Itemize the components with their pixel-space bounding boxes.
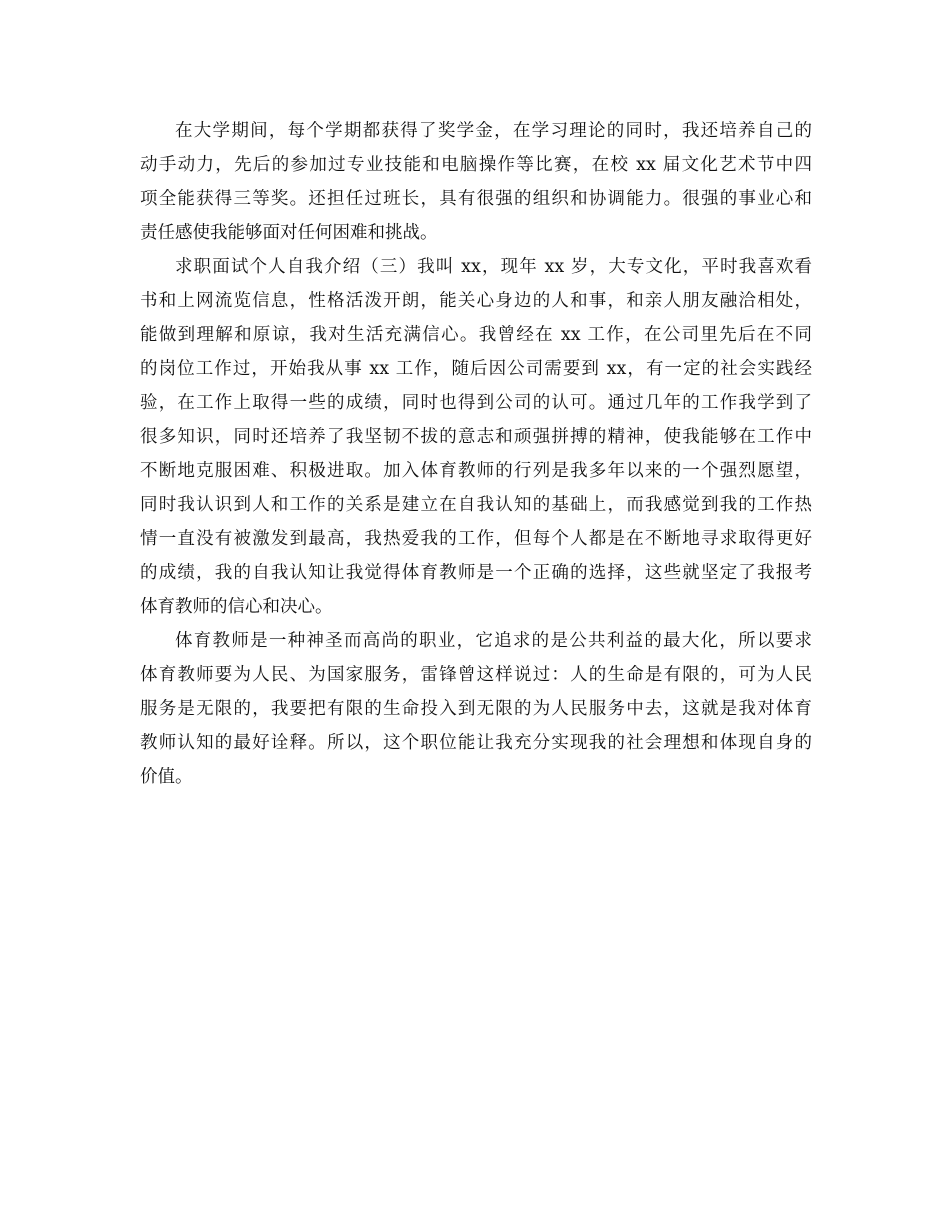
text-line: 验，在工作上取得一些的成绩，同时也得到公司的认可。通过几年的工作我学到了 — [140, 393, 812, 413]
text-line: 服务是无限的，我要把有限的生命投入到无限的为人民服务中去，这就是我对体育 — [140, 699, 812, 719]
paragraph-2 — [140, 250, 812, 624]
text-line: 项全能获得三等奖。还担任过班长，具有很强的组织和协调能力。很强的事业心和 — [140, 189, 812, 209]
text-line: 体育教师是一种神圣而高尚的职业，它追求的是公共利益的最大化，所以要求 — [175, 631, 812, 651]
text-line: 很多知识，同时还培养了我坚韧不拔的意志和顽强拼搏的精神，使我能够在工作中 — [140, 427, 812, 447]
paragraph-3 — [140, 624, 812, 794]
text-line: 书和上网流览信息，性格活泼开朗，能关心身边的人和事，和亲人朋友融洽相处， — [140, 291, 812, 311]
text-line: 价值。 — [140, 767, 193, 787]
text-line: 责任感使我能够面对任何困难和挑战。 — [140, 223, 438, 243]
text-line: 求职面试个人自我介绍（三）我叫 xx，现年 xx 岁，大专文化，平时我喜欢看 — [175, 257, 812, 277]
text-line: 在大学期间，每个学期都获得了奖学金，在学习理论的同时，我还培养自己的 — [175, 121, 812, 141]
text-line: 体育教师要为人民、为国家服务，雷锋曾这样说过：人的生命是有限的，可为人民 — [140, 665, 812, 685]
text-line: 同时我认识到人和工作的关系是建立在自我认知的基础上，而我感觉到我的工作热 — [140, 495, 812, 515]
text-line: 教师认知的最好诠释。所以，这个职位能让我充分实现我的社会理想和体现自身的 — [140, 733, 812, 753]
text-line: 的岗位工作过，开始我从事 xx 工作，随后因公司需要到 xx，有一定的社会实践经 — [140, 359, 812, 379]
text-line: 的成绩，我的自我认知让我觉得体育教师是一个正确的选择，这些就坚定了我报考 — [140, 563, 812, 583]
document-body — [140, 114, 812, 794]
text-line: 情一直没有被激发到最高，我热爱我的工作，但每个人都是在不断地寻求取得更好 — [140, 529, 812, 549]
text-line: 体育教师的信心和决心。 — [140, 597, 333, 617]
text-line: 不断地克服困难、积极进取。加入体育教师的行列是我多年以来的一个强烈愿望， — [140, 461, 812, 481]
text-line: 能做到理解和原谅，我对生活充满信心。我曾经在 xx 工作，在公司里先后在不同 — [140, 325, 812, 345]
paragraph-1 — [140, 114, 812, 250]
text-line: 动手动力，先后的参加过专业技能和电脑操作等比赛，在校 xx 届文化艺术节中四 — [140, 155, 812, 175]
